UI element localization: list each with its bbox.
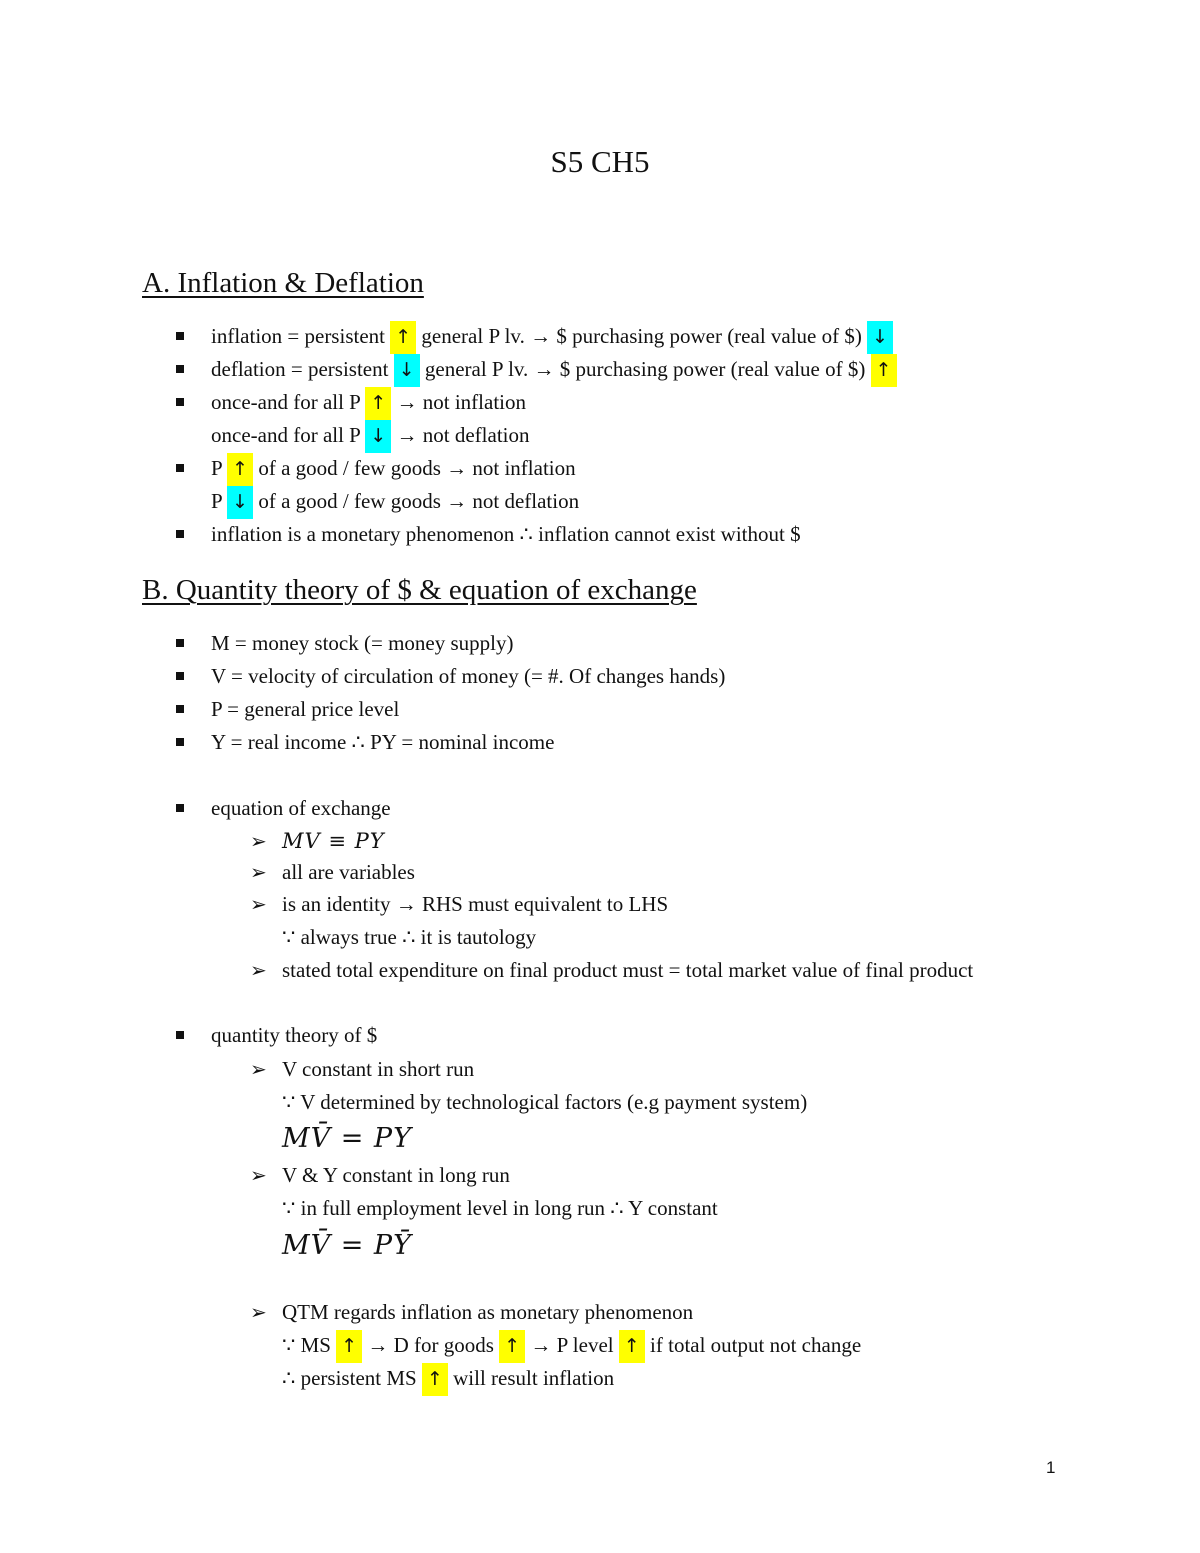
item-text: P (211, 456, 222, 480)
item-text: ∵ V determined by technological factors (e.g payment system) (282, 1090, 808, 1114)
square-bullet-icon (176, 332, 184, 340)
item-text: inflation = persistent (211, 324, 385, 348)
item-text: deflation = persistent (211, 357, 389, 381)
item-text: V constant in short run (282, 1057, 475, 1081)
down-arrow-icon: ↓ (394, 354, 420, 387)
square-bullet-icon (176, 398, 184, 406)
square-bullet-icon (176, 464, 184, 472)
down-arrow-icon: ↓ (365, 420, 391, 453)
square-bullet-icon (176, 672, 184, 680)
down-arrow-icon: ↓ (227, 486, 253, 519)
item-text: V & Y constant in long run (282, 1163, 510, 1187)
up-arrow-icon: ↑ (619, 1330, 645, 1363)
item-text: will result inflation (453, 1366, 615, 1390)
item-text: once-and for all P (211, 423, 361, 447)
arrowhead-bullet-icon: ➢ (250, 892, 267, 916)
up-arrow-icon: ↑ (871, 354, 897, 387)
item-text: ∵ in full employment level in long run ∴ Y constant (282, 1196, 718, 1220)
item-text: all are variables (282, 860, 415, 884)
item-text: P = general price level (211, 697, 400, 721)
item-text: general P lv. → $ purchasing power (real value of $) (424, 357, 866, 381)
up-arrow-icon: ↑ (390, 321, 416, 354)
section-b-heading: B. Quantity theory of $ & equation of exchange (142, 574, 697, 606)
arrowhead-bullet-icon: ➢ (250, 1163, 267, 1187)
equation-formula: MV̄ = PY (282, 1123, 412, 1154)
square-bullet-icon (176, 705, 184, 713)
item-text: inflation is a monetary phenomenon ∴ inflation cannot exist without $ (211, 522, 801, 546)
arrowhead-bullet-icon: ➢ (250, 1057, 267, 1081)
section-a-heading: A. Inflation & Deflation (142, 267, 424, 299)
page-number: 1 (1046, 1458, 1056, 1477)
up-arrow-icon: ↑ (227, 453, 253, 486)
item-text: QTM regards inflation as monetary phenomenon (282, 1300, 694, 1324)
item-text: → P level (530, 1333, 614, 1357)
item-text: ∴ persistent MS (282, 1366, 417, 1390)
square-bullet-icon (176, 804, 184, 812)
square-bullet-icon (176, 365, 184, 373)
item-text: general P lv. → $ purchasing power (real value of $) (421, 324, 862, 348)
item-text: → D for goods (367, 1333, 494, 1357)
square-bullet-icon (176, 1031, 184, 1039)
item-text: V = velocity of circulation of money (= #. Of changes hands) (211, 664, 726, 688)
up-arrow-icon: ↑ (422, 1363, 448, 1396)
arrowhead-bullet-icon: ➢ (250, 829, 267, 853)
item-text: of a good / few goods → not inflation (258, 456, 576, 480)
item-text: M = money stock (= money supply) (211, 631, 514, 655)
item-text: if total output not change (650, 1333, 862, 1357)
item-text: quantity theory of $ (211, 1023, 378, 1047)
item-text: is an identity → RHS must equivalent to LHS (282, 892, 669, 916)
page-title: S5 CH5 (550, 144, 650, 179)
up-arrow-icon: ↑ (365, 387, 391, 420)
item-text: once-and for all P (211, 390, 361, 414)
item-text: stated total expenditure on final product must = total market value of final product (282, 958, 974, 982)
item-text: → not deflation (396, 423, 530, 447)
square-bullet-icon (176, 738, 184, 746)
arrowhead-bullet-icon: ➢ (250, 958, 267, 982)
equation-formula: MV̄ = PȲ (282, 1230, 412, 1261)
item-text: equation of exchange (211, 796, 391, 820)
down-arrow-icon: ↓ (867, 321, 893, 354)
item-text: Y = real income ∴ PY = nominal income (211, 730, 555, 754)
up-arrow-icon: ↑ (336, 1330, 362, 1363)
square-bullet-icon (176, 530, 184, 538)
item-text: → not inflation (396, 390, 527, 414)
item-text: of a good / few goods → not deflation (258, 489, 580, 513)
item-text: ∵ MS (282, 1333, 331, 1357)
arrowhead-bullet-icon: ➢ (250, 1300, 267, 1324)
square-bullet-icon (176, 639, 184, 647)
item-text: ∵ always true ∴ it is tautology (282, 925, 537, 949)
arrowhead-bullet-icon: ➢ (250, 860, 267, 884)
equation-formula: MV ≡ PY (282, 829, 385, 853)
up-arrow-icon: ↑ (499, 1330, 525, 1363)
item-text: P (211, 489, 222, 513)
